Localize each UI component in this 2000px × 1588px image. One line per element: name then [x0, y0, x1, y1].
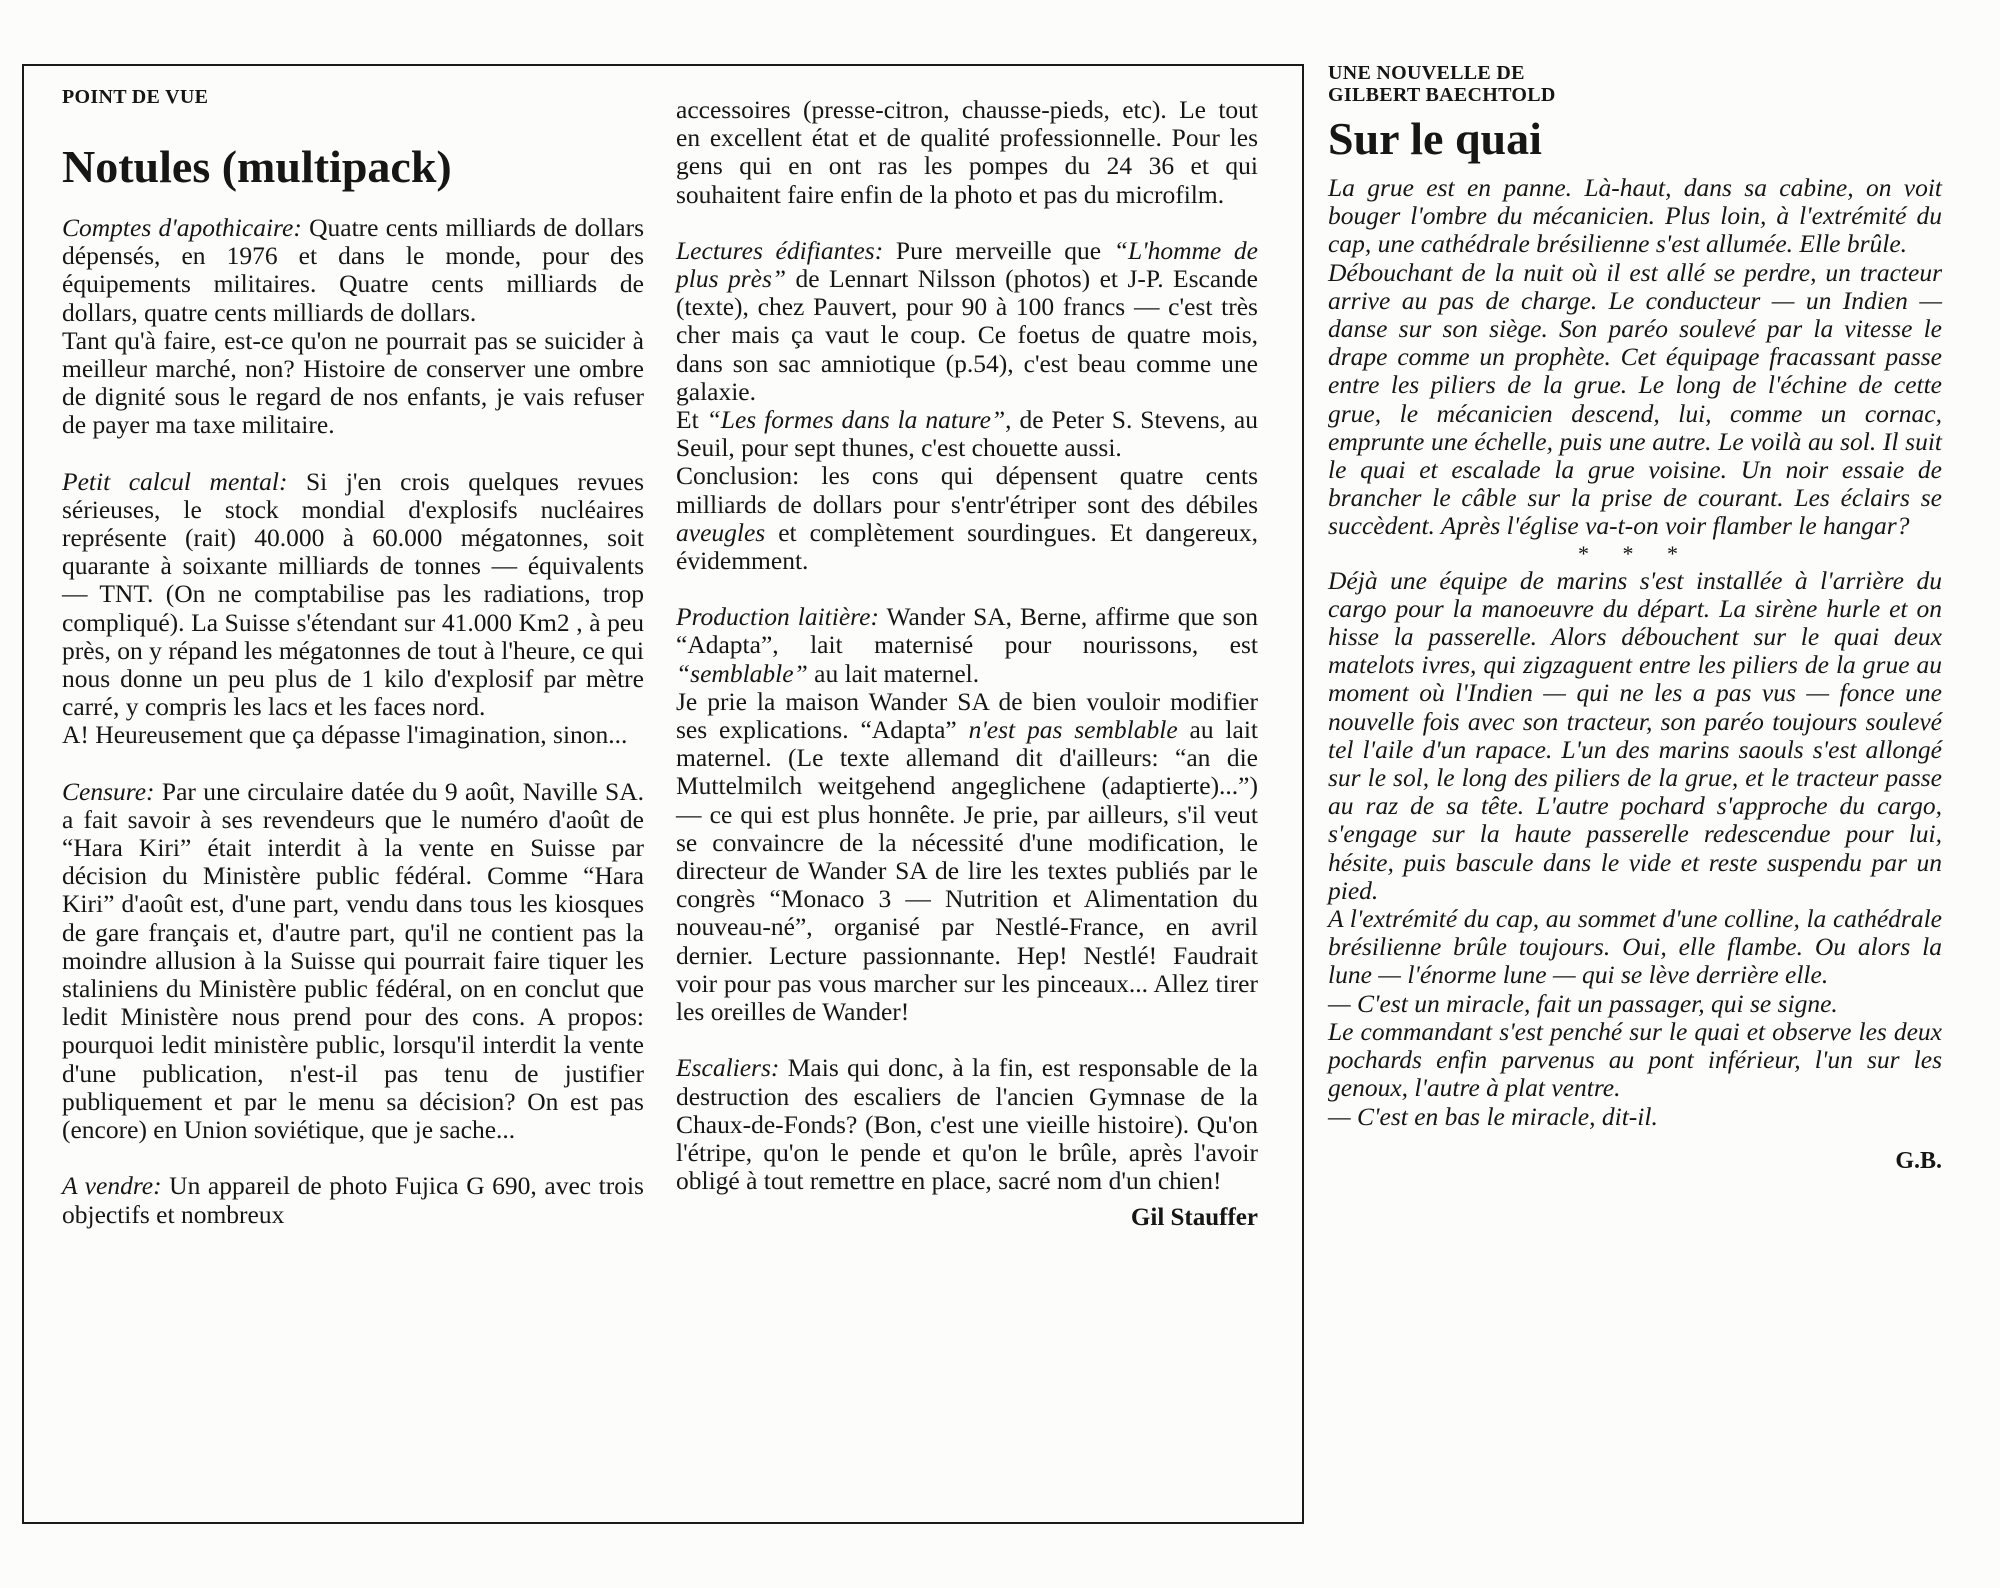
paragraph-vendre-continued: accessoires (presse-citron, chausse-pieds, etc). Le tout en excellent état et de qualité professionnelle. Pour les gens qui en ont ras les pompes du 24 36 et qui souhaitent faire enfin de la photo et pas du microfilm.: [676, 95, 1258, 209]
lead-censure: Censure:: [62, 776, 155, 806]
author-signature: Gil Stauffer: [1130, 1204, 1258, 1232]
story-paragraph: Débouchant de la nuit où il est allé se perdre, un tracteur arrive au pas de charge. Le conducteur — un Indien — danse sur son siège. Son paréo soulevé par la vitesse le drape comme un prophète. Cet équipage fracassant passe entre les piliers de la grue. Le long de l'échine de cette grue, le mécanicien descend, lui, comme un cornac, emprunte une échelle, puis une autre. Le voilà au sol. Il suit le quai et escalade la grue voisine. Un noir essaie de brancher le câble sur la prise de courant. Les éclairs se succèdent. Après l'église va-t-on voir flamber le hangar?: [1328, 257, 1942, 541]
lead-lectures: Lectures édifiantes:: [676, 235, 884, 265]
text-production-p2em: n'est pas semblable: [968, 715, 1178, 745]
story-paragraph: — C'est un miracle, fait un passager, qui se signe.: [1328, 988, 1838, 1018]
section-separator: * * *: [1578, 540, 1692, 566]
text-lectures-4: , de Peter S. Stevens, au Seuil, pour sept thunes, c'est chouette aussi.: [676, 405, 1258, 463]
paragraph-vendre: [62, 1172, 644, 1228]
lead-escaliers: Escaliers:: [676, 1053, 780, 1083]
story-paragraph: — C'est en bas le miracle, dit-il.: [1328, 1101, 1658, 1131]
book-title-1: “L'homme de plus près”: [676, 235, 1258, 294]
text-conclusion-em: aveugles: [676, 517, 766, 547]
text-conclusion-b: et complètement sourdingues. Et dangereux, évidemment.: [676, 517, 1258, 576]
text-production-em: “semblable”: [676, 658, 808, 688]
story-title: Sur le quai: [1328, 113, 1542, 164]
story-kicker-line-2: GILBERT BAECHTOLD: [1328, 84, 1556, 106]
paragraph-calcul: [62, 468, 644, 722]
paragraph-production: [676, 603, 1258, 688]
author-initials: G.B.: [1895, 1147, 1942, 1174]
paragraph-escaliers: [676, 1054, 1258, 1195]
story-kicker-line-1: UNE NOUVELLE DE: [1328, 62, 1525, 84]
book-title-2: “Les formes dans la nature”: [706, 405, 1006, 435]
paragraph-production-2: [676, 688, 1258, 1026]
nouvelle-right-column: [1328, 62, 1942, 1175]
paragraph-calcul-extra: A! Heureusement que ça dépasse l'imagination, sinon...: [62, 720, 628, 750]
text-calcul: Si j'en crois quelques revues sérieuses, le stock mondial d'explosifs nucléaires représente (rait) 40.000 à 60.000 mégatonnes, soit quarante à soixante milliards de tonnes — équivalents — TNT. (On ne comptabilise pas les radiations, trop compliqué). La Suisse s'étendant sur 41.000 Km2 , à peu près, on y répand les mégatonnes de tout à l'heure, ce qui nous donne un peu plus de 1 kilo d'explosif par mètre carré, y compris les lacs et les faces nord.: [62, 466, 644, 722]
lead-production: Production laitière:: [676, 602, 879, 632]
text-vendre: Un appareil de photo Fujica G 690, avec trois objectifs et nombreux: [62, 1171, 644, 1229]
lead-comptes: Comptes d'apothicaire:: [62, 213, 302, 242]
text-escaliers: Mais qui donc, à la fin, est responsable de la destruction des escaliers de l'ancien Gymnase de la Chaux-de-Fonds? (Bon, c'est une vieille histoire). Qu'on l'étripe, qu'on le pende et qu'on le brûle, après l'avoir obligé à tout remettre en place, sacré nom d'un chien!: [676, 1053, 1258, 1196]
lead-calcul: Petit calcul mental:: [62, 466, 288, 496]
story-paragraph: Le commandant s'est penché sur le quai et observe les deux pochards enfin parvenus au pont inférieur, l'un sur les genoux, l'autre à plat ventre.: [1328, 1016, 1942, 1103]
notules-left-column: [62, 86, 644, 1229]
text-lectures-2: de Lennart Nilsson (photos) et J-P. Escande (texte), chez Pauvert, pour 90 à 100 francs — c'est très cher mais ça vaut le coup. Ce foetus de quatre mois, dans son sac amniotique (p.54), c'est beau comme une galaxie.: [676, 264, 1258, 406]
story-paragraph: La grue est en panne. Là-haut, dans sa cabine, on voit bouger l'ombre du mécanicien. Plus loin, à l'extrémité du cap, une cathédrale brésilienne s'est allumée. Elle brûle.: [1328, 173, 1942, 259]
notules-middle-column: [676, 96, 1258, 1233]
text-production-1: Wander SA, Berne, affirme que son “Adapta”, lait maternisé pour nourissons, est: [676, 602, 1258, 660]
paragraph-lectures: [676, 237, 1258, 406]
text-production-p2b: au lait maternel. (Le texte allemand dit d'ailleurs: “an die Muttelmilch weitgehend angeglichene (adaptierte)...”) — ce qui est plus honnête. Je prie, par ailleurs, s'il veut se convaincre de la nécessité d'une modification, le directeur de Wander SA de lire les textes publiés par le congrès “Monaco 3 — Nutrition et Alimentation du nouveau-né”, organisé par Nestlé-France, en avril dernier. Lecture passionnante. Hep! Nestlé! Faudrait voir pour pas vous marcher sur les pinceaux... Allez tirer les oreilles de Wander!: [676, 715, 1259, 1027]
lead-vendre: A vendre:: [62, 1171, 162, 1201]
text-production-2: au lait maternel.: [807, 658, 980, 688]
text-production-p2a: Je prie la maison Wander SA de bien vouloir modifier ses explications. “Adapta”: [676, 686, 1258, 745]
story-paragraph: A l'extrémité du cap, au sommet d'une colline, la cathédrale brésilienne brûle toujours. Oui, elle flambe. Ou alors la lune — l'énorme lune — qui se lève derrière elle.: [1328, 904, 1942, 990]
text-lectures-1: Pure merveille que: [883, 235, 1114, 265]
article-title: Notules (multipack): [62, 141, 452, 192]
paragraph-comptes-extra: Tant qu'à faire, est-ce qu'on ne pourrait pas se suicider à meilleur marché, non? Histoire de conserver une ombre de dignité sous le regard de nos enfants, je vais refuser de payer ma taxe militaire.: [62, 325, 644, 440]
paragraph-conclusion: [676, 462, 1258, 575]
paragraph-censure: [62, 778, 644, 1145]
text-lectures-3: Et: [676, 405, 707, 435]
text-comptes: Quatre cents milliards de dollars dépensés, en 1976 et dans le monde, pour des équipements militaires. Quatre cents milliards de dollars, quatre cents milliards de dollars.: [62, 213, 644, 327]
story-paragraph: Déjà une équipe de marins s'est installée à l'arrière du cargo pour la manoeuvre du départ. La sirène hurle et on hisse la passerelle. Alors débouchent sur le quai deux matelots ivres, qui zigzaguent entre les piliers de la grue au moment où l'Indien — qui ne les a pas vus — fonce une nouvelle fois avec son tracteur, son paréo toujours soulevé tel l'aile d'un rapace. L'un des marins saouls s'est allongé sur le sol, le long des piliers de la grue, et le tracteur passe au raz de sa tête. L'autre pochard s'approche du cargo, s'engage sur la haute passerelle redescendue pour lui, hésite, puis bascule dans le vide et reste suspendu par un pied.: [1328, 565, 1942, 905]
text-conclusion-a: Conclusion: les cons qui dépensent quatre cents milliards de dollars pour s'entr'étriper sont des débiles: [676, 461, 1258, 519]
section-kicker: POINT DE VUE: [62, 86, 209, 108]
paragraph-comptes: [62, 214, 644, 327]
text-censure: Par une circulaire datée du 9 août, Naville SA. a fait savoir à ses revendeurs que le numéro d'août de “Hara Kiri” était interdit à la vente en Suisse par décision du Ministère public fédéral. Comme “Hara Kiri” d'août est, d'une part, vendu dans tous les kiosques de gare français et, d'autre part, qu'il ne contient pas la moindre allusion à la Suisse qui pourrait faire tiquer les staliniens du Ministère public fédéral, on en conclut que ledit Ministère nous prend pour des cons. A propos: pourquoi ledit ministère public, lorsqu'il interdit la vente d'une publication, n'est-il pas tenu de justifier publiquement et par le menu sa décision? On est pas (encore) en Union soviétique, que je sache...: [62, 776, 644, 1145]
paragraph-lectures-2: [676, 406, 1258, 462]
